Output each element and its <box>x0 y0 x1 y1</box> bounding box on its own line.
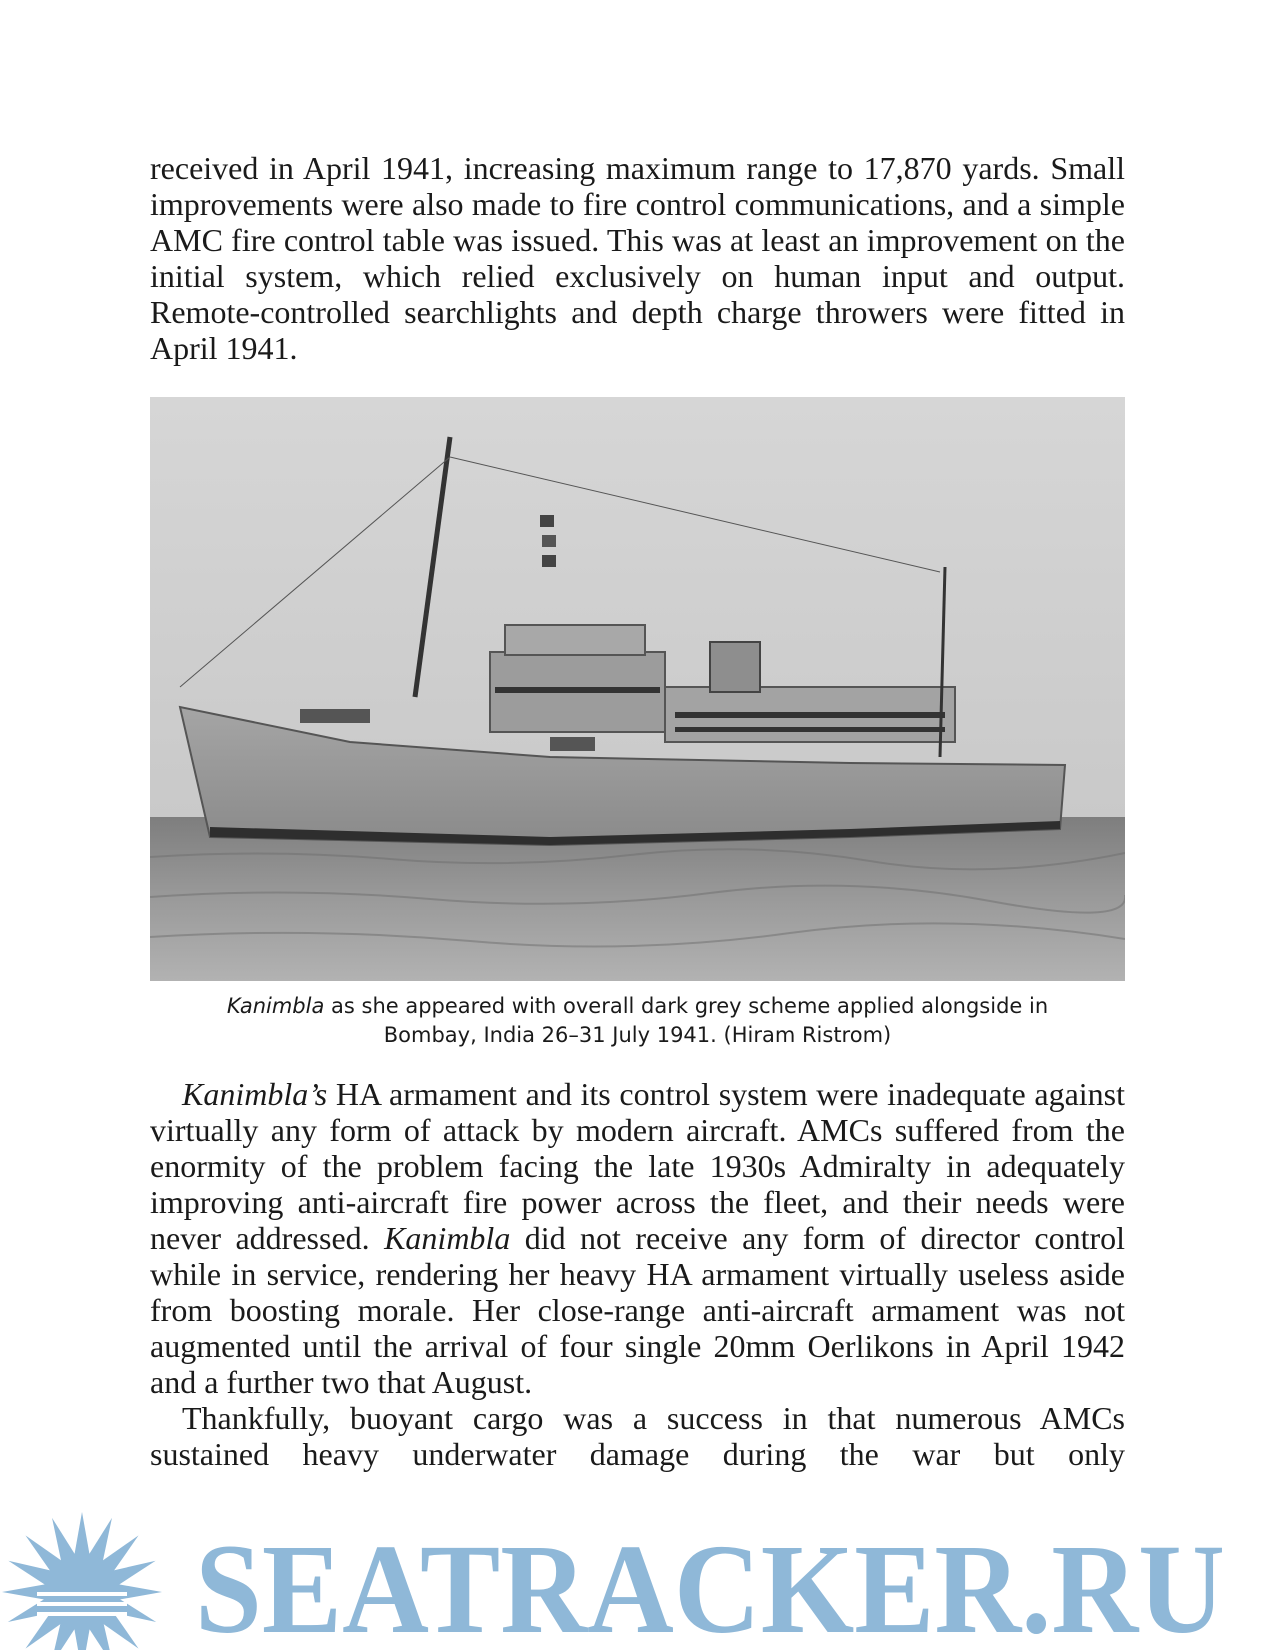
body-paragraph: received in April 1941, increasing maximum range to 17,870 yards. Small improvements were also made to fire control communications, and a simple AMC fire control table was issued. This was at least an improvement on the initial system, which relied exclusively on human input and output. Remote-controlled searchlights and depth charge throwers were fitted in April 1941. <box>150 150 1125 366</box>
caption-line-2: Bombay, India 26–31 July 1941. (Hiram Ristrom) <box>383 1023 892 1047</box>
site-watermark <box>0 1500 1275 1650</box>
sun-burst-icon <box>2 1512 162 1650</box>
caption-ship-name: Kanimbla <box>226 994 325 1018</box>
caption-line-1: as she appeared with overall dark grey scheme applied alongside in <box>324 994 1049 1018</box>
body-paragraph: Kanimbla’s HA armament and its control system were inadequate against virtually any form of attack by modern aircraft. AMCs suffered from the enormity of the problem facing the late 1930s Admiralty in adequately improving anti-aircraft fire power across the fleet, and their needs were never addressed. Kanimbla did not receive any form of director control while in service, rendering her heavy HA armament virtually useless aside from boosting morale. Her close-range anti-aircraft armament was not augmented until the arrival of four single 20mm Oerlikons in April 1942 and a further two that August. <box>150 1076 1126 1400</box>
body-paragraph: Thankfully, buoyant cargo was a success in that numerous AMCs sustained heavy underwater damage during the war but only <box>150 1400 1125 1472</box>
figure-caption <box>150 992 1125 1050</box>
ship-photograph <box>150 397 1125 981</box>
watermark-text: SEATRACKER.RU <box>195 1518 1225 1650</box>
